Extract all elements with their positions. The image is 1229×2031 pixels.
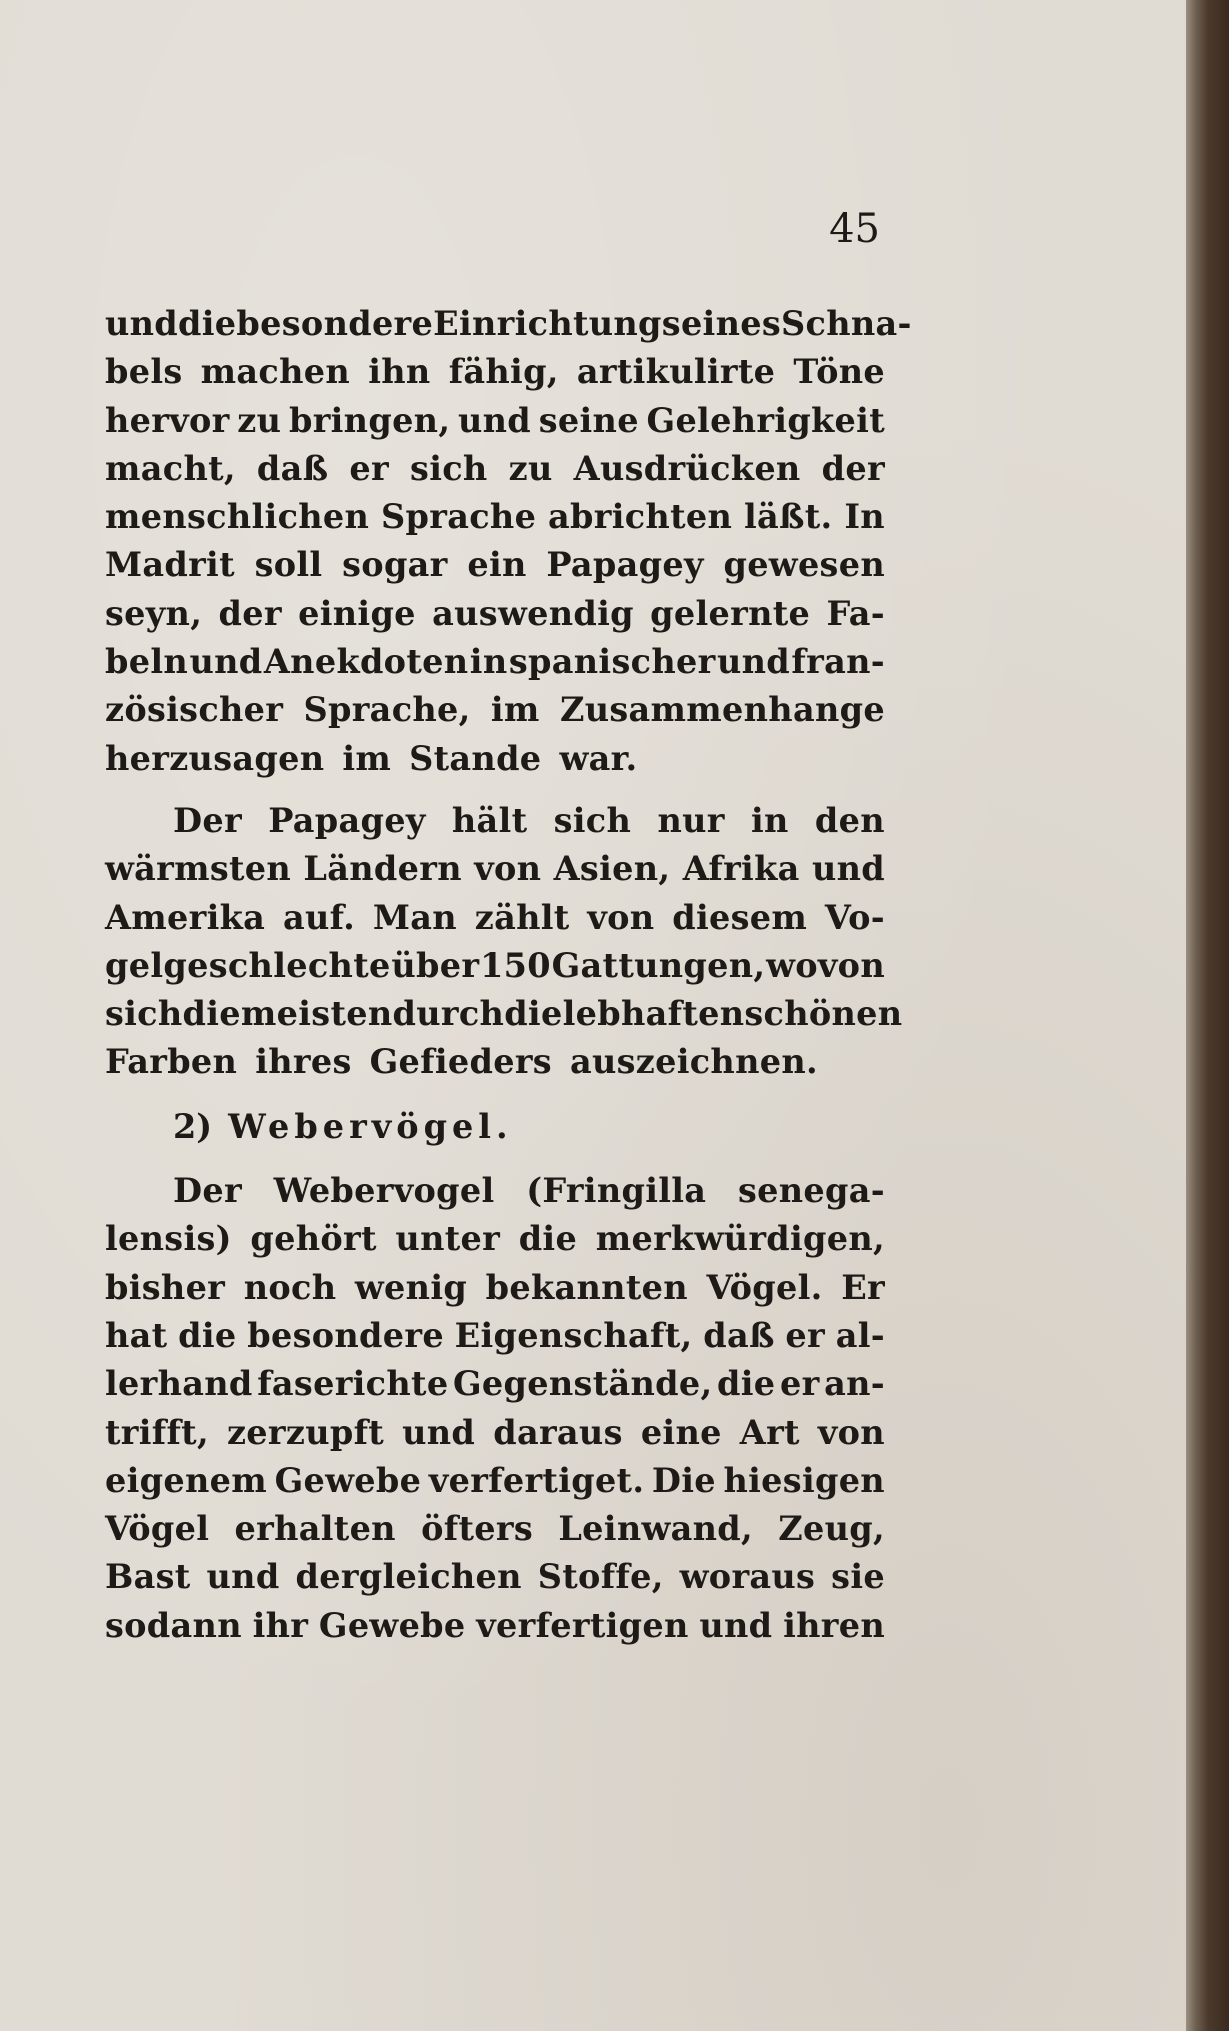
text-line: Vögel erhalten öfters Leinwand, Zeug, bbox=[105, 1509, 885, 1549]
text-line: seyn, der einige auswendig gelernte Fa- bbox=[105, 593, 885, 633]
text-line: Farben ihres Gefieders auszeichnen. bbox=[105, 1042, 818, 1082]
text-line: hervor zu bringen, und seine Gelehrigkeit bbox=[105, 400, 885, 440]
text-line: sich die meisten durch die lebhaften schönen bbox=[105, 994, 903, 1034]
book-page-edge bbox=[1186, 0, 1229, 2031]
page-number: 45 bbox=[829, 206, 880, 252]
text-line: Bast und dergleichen Stoffe, woraus sie bbox=[105, 1557, 885, 1597]
text-line: trifft, zerzupft und daraus eine Art von bbox=[105, 1412, 885, 1452]
text-line: zösischer Sprache, im Zusammenhange bbox=[105, 690, 885, 730]
section-number: 2) bbox=[173, 1106, 213, 1146]
text-line: Der Papagey hält sich nur in den bbox=[173, 800, 885, 840]
text-line: beln und Anekdoten in spanischer und fran- bbox=[105, 642, 885, 682]
text-line: Der Webervogel (Fringilla senega- bbox=[173, 1171, 885, 1211]
text-line: lerhand faserichte Gegenstände, die er an- bbox=[105, 1364, 885, 1404]
text-line: lensis) gehört unter die merkwürdigen, bbox=[105, 1219, 885, 1259]
paragraph-1 bbox=[105, 300, 912, 783]
text-line: Madrit soll sogar ein Papagey gewesen bbox=[105, 545, 885, 585]
text-line: sodann ihr Gewebe verfertigen und ihren bbox=[105, 1605, 885, 1645]
section-title: Webervögel. bbox=[228, 1106, 513, 1146]
text-line: herzusagen im Stande war. bbox=[105, 738, 638, 778]
section-heading bbox=[105, 1103, 885, 1151]
text-line: Amerika auf. Man zählt von diesem Vo- bbox=[105, 897, 885, 937]
text-line: menschlichen Sprache abrichten läßt. In bbox=[105, 497, 885, 537]
text-line: macht, daß er sich zu Ausdrücken der bbox=[105, 448, 885, 488]
text-line: wärmsten Ländern von Asien, Afrika und bbox=[105, 849, 885, 889]
text-line: bels machen ihn fähig, artikulirte Töne bbox=[105, 352, 885, 392]
text-line: gelgeschlechte über 150 Gattungen, wovon bbox=[105, 945, 885, 985]
text-line: bisher noch wenig bekannten Vögel. Er bbox=[105, 1267, 885, 1307]
body-text bbox=[105, 300, 912, 1650]
paragraph-2 bbox=[105, 797, 903, 1087]
text-line: und die besondere Einrichtung seines Schna- bbox=[105, 304, 912, 343]
text-line: eigenem Gewebe verfertiget. Die hiesigen bbox=[105, 1460, 885, 1500]
text-line: hat die besondere Eigenschaft, daß er al- bbox=[105, 1315, 885, 1355]
paragraph-3 bbox=[105, 1167, 885, 1650]
